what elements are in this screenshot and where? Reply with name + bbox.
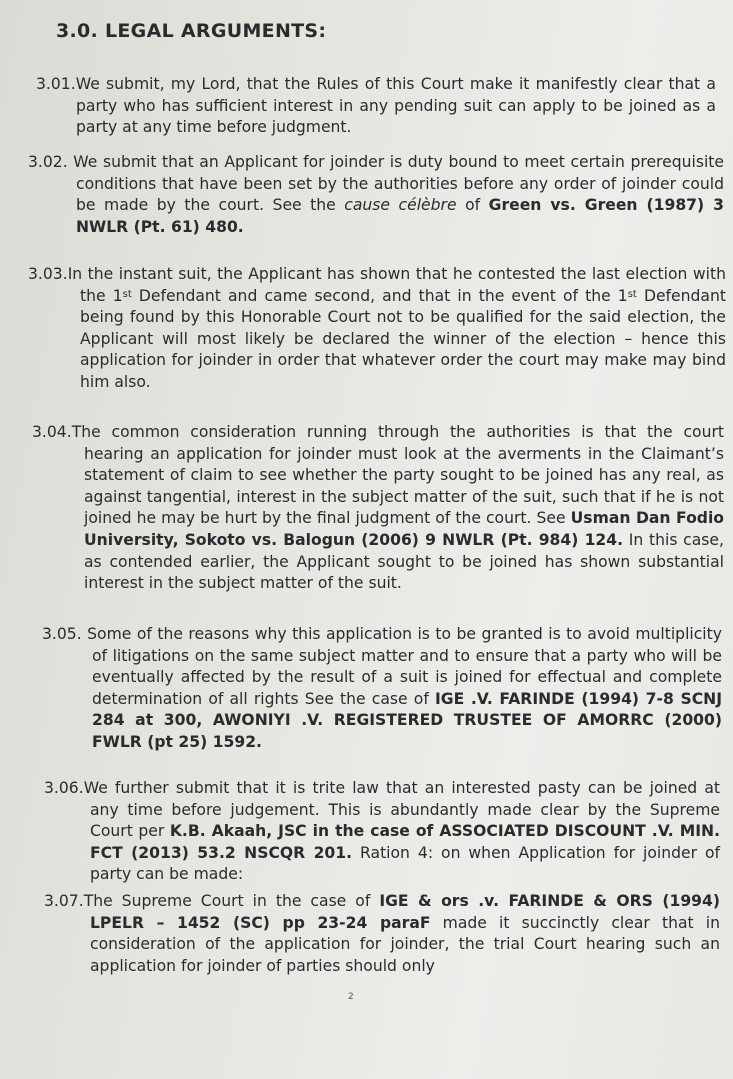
paragraph-text: We submit, my Lord, that the Rules of this Court make it manifestly clear that a party who has sufficient interest in any pending suit can apply to be joined as a party at any time before judgment. bbox=[75, 75, 716, 137]
paragraph-text: The common consideration running through the authorities is that the court hearing an application for joinder must look at the averments in the Claimant’s statement of claim to see whether the party sought to be joined has any real, as against tangential, interest in the subject matter of the suit, such that if he is not joined he may be hurt by the final judgment of the court. See bbox=[71, 423, 724, 528]
case-citation: Green vs. Green (1987) 3 NWLR (Pt. 61) 480. bbox=[76, 196, 725, 236]
paragraph-text: We submit that an Applicant for joinder is duty bound to meet certain prerequisite conditions that have been set by the authorities before any order of joinder could be made by the court. See the bbox=[73, 153, 724, 215]
paragraph-number: 3.06. bbox=[44, 779, 84, 797]
paragraph-number: 3.04. bbox=[32, 423, 72, 441]
paragraph-text-cont: In this case, as contended earlier, the Applicant sought to be joined has shown substantial interest in the subject matter of the suit. bbox=[84, 530, 724, 593]
paragraph-3-02 bbox=[28, 152, 724, 238]
case-citation: K.B. Akaah, JSC in the case of ASSOCIATED DISCOUNT .V. MIN. FCT (2013) 53.2 NSCQR 201. bbox=[90, 822, 720, 862]
paragraph-number: 3.03. bbox=[28, 265, 68, 283]
case-citation: IGE .V. FARINDE (1994) 7-8 SCNJ 284 at 300, AWONIYI .V. REGISTERED TRUSTEE OF AMORRC (2000) FWLR (pt 25) 1592. bbox=[92, 689, 722, 751]
paragraph-text-cont: made it succinctly clear that in consideration of the application for joinder, the trial Court hearing such an application for joinder of parties should only bbox=[90, 913, 720, 975]
paragraph-number: 3.02. bbox=[28, 153, 68, 171]
paragraph-3-04 bbox=[32, 422, 724, 595]
superscript: st bbox=[627, 288, 637, 300]
paragraph-3-05 bbox=[42, 624, 722, 754]
paragraph-number: 3.05. bbox=[42, 625, 82, 643]
paragraph-3-07 bbox=[44, 891, 720, 977]
paragraph-text: Some of the reasons why this application is to be granted is to avoid multiplicity of litigations on the same subject matter and to ensure that a party who will be eventually affected by the result of a suit is joined for effectual and complete determination of all rights See the case of bbox=[87, 625, 722, 708]
case-citation: Usman Dan Fodio University, Sokoto vs. Balogun (2006) 9 NWLR (Pt. 984) 124. bbox=[84, 509, 725, 549]
paragraph-text-cont: of bbox=[456, 196, 489, 215]
italic-phrase: cause célèbre bbox=[344, 196, 457, 215]
paragraph-text-cont: Defendant being found by this Honorable Court not to be qualified for the said election, the Applicant will most likely be declared the winner of the election – hence this application for joinder in order that whatever order the court may make may bind him also. bbox=[80, 286, 726, 391]
paragraph-number: 3.07. bbox=[44, 892, 84, 910]
paragraph-number: 3.01. bbox=[36, 75, 76, 93]
paragraph-text: The Supreme Court in the case of bbox=[83, 892, 380, 910]
section-heading: 3.0. LEGAL ARGUMENTS: bbox=[56, 20, 327, 42]
superscript: st bbox=[122, 288, 132, 300]
paragraph-text-cont: Ration 4: on when Application for joinder of party can be made: bbox=[90, 843, 720, 884]
paragraph-text: We further submit that it is trite law that an interested pasty can be joined at any time before judgement. This is abundantly made clear by the Supreme Court per bbox=[83, 779, 720, 841]
paragraph-text-cont: Defendant and came second, and that in the event of the 1 bbox=[131, 286, 628, 305]
page-number: 2 bbox=[348, 992, 354, 1002]
paragraph-3-06 bbox=[44, 778, 720, 886]
paragraph-3-03 bbox=[28, 264, 726, 394]
paragraph-text: In the instant suit, the Applicant has shown that he contested the last election with the 1 bbox=[67, 265, 726, 305]
case-citation: IGE & ors .v. FARINDE & ORS (1994) LPELR – 1452 (SC) pp 23-24 paraF bbox=[90, 892, 720, 932]
paragraph-3-01 bbox=[36, 74, 716, 139]
